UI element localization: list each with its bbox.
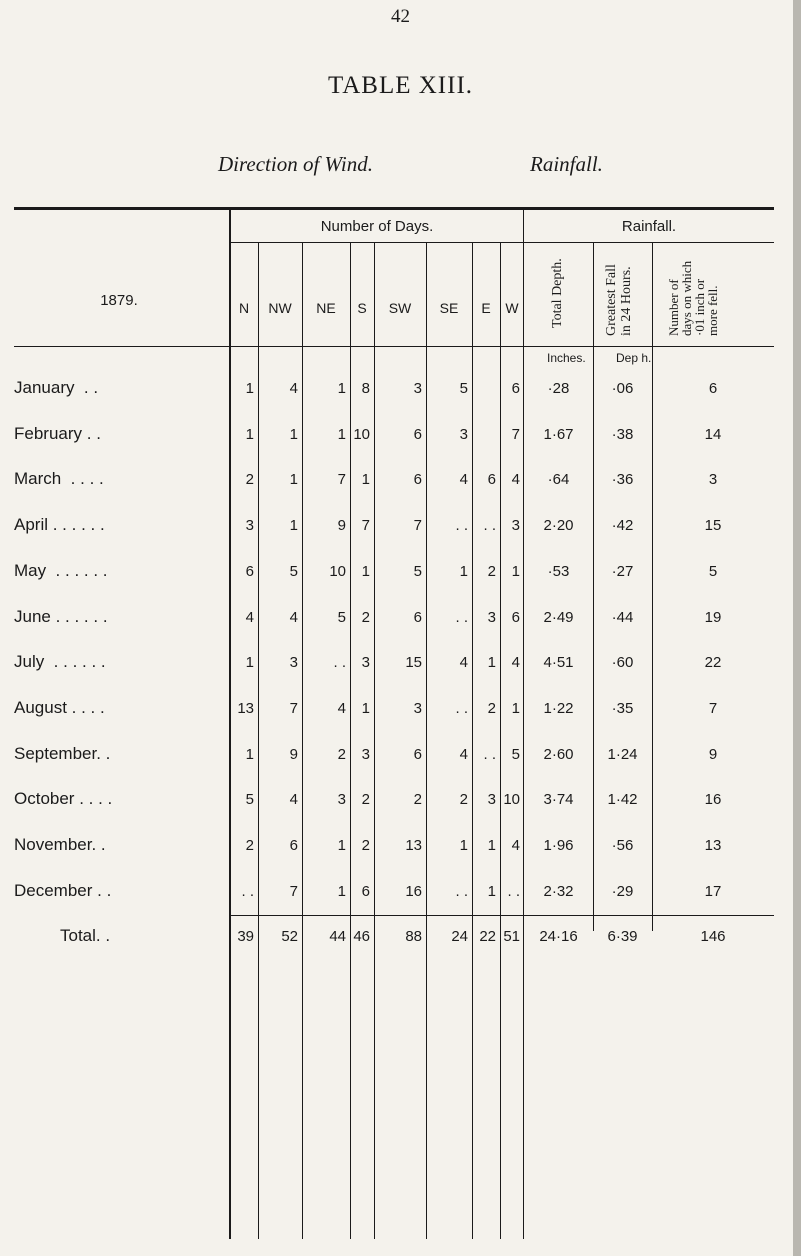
wind-cell-se: . .: [455, 608, 468, 626]
rain-total-cell: ·28: [547, 380, 570, 397]
wind-cell-nw: 6: [289, 837, 298, 854]
wind-cell-s: 2: [361, 791, 370, 809]
wind-cell-w: 1: [511, 699, 520, 717]
wind-cell-sw: 3: [413, 380, 422, 397]
wind-cell-w: 1: [511, 562, 520, 580]
wind-cell-sw: 6: [413, 608, 422, 626]
wind-cell-nw: 5: [289, 562, 298, 580]
wind-cell-s: 2: [361, 608, 370, 626]
row-label-month: August . . . .: [14, 697, 105, 717]
rain-days-cell: 14: [704, 425, 722, 443]
wind-cell-ne: 1: [337, 380, 346, 397]
wind-cell-se: 1: [459, 562, 468, 580]
wind-cell-sw: 16: [405, 882, 422, 900]
wind-cell-s: 1: [361, 699, 370, 717]
wind-cell-nw: 9: [289, 745, 298, 763]
column-rule: [374, 243, 375, 1239]
rain-greatest-cell: 1·24: [607, 745, 638, 763]
wind-cell-s: 3: [361, 745, 370, 763]
wind-cell-n: 1: [245, 425, 254, 443]
wind-cell-se: 4: [459, 471, 468, 489]
rain-total-cell: 3·74: [543, 791, 574, 809]
wind-cell-sw: 5: [413, 562, 422, 580]
rain-greatest-cell: ·60: [611, 654, 634, 672]
rain-header-total: Total Depth.: [550, 258, 565, 328]
rain-days-cell: 146: [700, 928, 726, 945]
rain-total-cell: 24·16: [539, 928, 578, 945]
rain-total-cell: 1·67: [543, 425, 574, 443]
wind-cell-sw: 2: [413, 791, 422, 809]
header-bottom-rule: [14, 346, 774, 347]
unit-total: Inches.: [547, 351, 586, 365]
rain-days-cell: 19: [704, 608, 722, 626]
wind-cell-ne: 1: [337, 425, 346, 443]
wind-cell-se: 4: [459, 654, 468, 672]
column-rule: [593, 243, 594, 931]
rain-total-cell: 1·22: [543, 699, 574, 717]
wind-cell-ne: 1: [337, 882, 346, 900]
total-rule: [230, 915, 774, 916]
rain-greatest-cell: ·06: [611, 380, 634, 397]
table-top-rule: [14, 207, 774, 210]
wind-cell-n: 39: [237, 928, 254, 945]
wind-cell-e: 1: [487, 837, 496, 854]
wind-cell-nw: 52: [281, 928, 298, 945]
rain-days-cell: 13: [704, 837, 722, 854]
year-header: 1879.: [100, 292, 138, 309]
row-label-month: March . . . .: [14, 469, 104, 489]
wind-cell-nw: 3: [289, 654, 298, 672]
column-rule: [500, 243, 501, 1239]
rain-days-cell: 5: [708, 562, 718, 580]
wind-cell-w: 7: [511, 425, 520, 443]
wind-cell-e: 1: [487, 654, 496, 672]
wind-cell-s: 3: [361, 654, 370, 672]
wind-cell-ne: 3: [337, 791, 346, 809]
wind-cell-e: 1: [487, 882, 496, 900]
column-rule: [472, 243, 473, 1239]
wind-cell-e: . .: [483, 745, 496, 763]
wind-cell-n: 1: [245, 654, 254, 672]
wind-cell-nw: 4: [289, 380, 298, 397]
wind-cell-sw: 13: [405, 837, 422, 854]
wind-header-e: E: [481, 300, 491, 316]
rain-greatest-cell: ·44: [611, 608, 634, 626]
row-label-month: January . .: [14, 378, 99, 397]
wind-cell-w: 6: [511, 608, 520, 626]
rain-greatest-cell: ·27: [611, 562, 634, 580]
row-label-total: Total. .: [60, 926, 111, 945]
wind-cell-se: 5: [459, 380, 468, 397]
wind-cell-n: . .: [241, 882, 254, 900]
wind-cell-sw: 88: [405, 928, 422, 945]
wind-cell-nw: 1: [289, 517, 298, 535]
wind-cell-w: 6: [511, 380, 520, 397]
row-label-month: September. .: [14, 743, 111, 763]
rain-total-cell: 4·51: [543, 654, 574, 672]
rain-total-cell: 2·60: [543, 745, 574, 763]
wind-cell-w: 4: [511, 654, 520, 672]
wind-header-se: SE: [439, 300, 459, 316]
wind-cell-s: 1: [361, 471, 370, 489]
subtitle-wind: Direction of Wind.: [218, 152, 373, 176]
rain-greatest-cell: ·42: [611, 517, 634, 535]
wind-cell-e: 6: [487, 471, 496, 489]
wind-header-w: W: [505, 300, 519, 316]
wind-cell-w: 3: [511, 517, 520, 535]
wind-cell-nw: 7: [289, 882, 298, 900]
wind-cell-sw: 3: [413, 699, 422, 717]
rain-days-cell: 3: [708, 471, 718, 489]
column-rule: [426, 243, 427, 1239]
rain-greatest-cell: 6·39: [607, 928, 638, 945]
wind-cell-e: 3: [487, 791, 496, 809]
rain-greatest-cell: ·38: [611, 425, 634, 443]
wind-cell-nw: 7: [289, 699, 298, 717]
wind-cell-nw: 4: [289, 608, 298, 626]
wind-cell-sw: 7: [413, 517, 422, 535]
rain-days-cell: 17: [704, 882, 722, 900]
row-label-month: December . .: [14, 880, 112, 900]
wind-cell-e: . .: [483, 517, 496, 535]
wind-cell-s: 1: [361, 562, 370, 580]
rain-days-cell: 16: [704, 791, 722, 809]
rain-days-cell: 7: [708, 699, 718, 717]
wind-cell-nw: 1: [289, 425, 298, 443]
page-number: 42: [391, 6, 410, 27]
wind-cell-e: 2: [487, 699, 496, 717]
column-rule: [258, 243, 259, 1239]
wind-cell-ne: 5: [337, 608, 346, 626]
wind-group-header: Number of Days.: [320, 218, 434, 235]
rain-header-greatest: Greatest Fall in 24 Hours.: [604, 264, 634, 336]
wind-cell-w: . .: [507, 882, 520, 900]
wind-cell-n: 13: [237, 699, 254, 717]
wind-cell-n: 5: [245, 791, 254, 809]
wind-cell-sw: 15: [405, 654, 422, 672]
wind-cell-e: 3: [487, 608, 496, 626]
rain-total-cell: 2·20: [543, 517, 574, 535]
wind-cell-w: 4: [511, 837, 520, 854]
rain-greatest-cell: 1·42: [607, 791, 638, 809]
wind-cell-n: 1: [245, 745, 254, 763]
wind-header-ne: NE: [316, 300, 336, 316]
wind-header-n: N: [238, 300, 250, 316]
rain-days-cell: 9: [708, 745, 718, 763]
rain-days-cell: 22: [704, 654, 722, 672]
table-title: TABLE XIII.: [327, 72, 474, 99]
unit-greatest: Dep h.: [616, 351, 652, 365]
rain-days-cell: 6: [708, 380, 718, 397]
wind-cell-sw: 6: [413, 471, 422, 489]
rain-greatest-cell: ·29: [611, 882, 634, 900]
wind-cell-s: 10: [353, 425, 370, 443]
wind-cell-se: 2: [459, 791, 468, 809]
page-edge: [793, 0, 801, 1256]
wind-cell-sw: 6: [413, 425, 422, 443]
column-rule: [302, 243, 303, 1239]
column-rule: [652, 243, 653, 931]
column-rule: [350, 243, 351, 1239]
wind-cell-ne: 1: [337, 837, 346, 854]
wind-cell-se: . .: [455, 517, 468, 535]
row-label-month: October . . . .: [14, 789, 113, 809]
wind-cell-s: 7: [361, 517, 370, 535]
row-label-month: May . . . . . .: [14, 560, 108, 580]
wind-cell-se: . .: [455, 699, 468, 717]
wind-cell-e: 22: [479, 928, 496, 945]
wind-cell-se: 4: [459, 745, 468, 763]
wind-cell-w: 5: [511, 745, 520, 763]
rain-greatest-cell: ·36: [611, 471, 634, 489]
row-label-month: July . . . . . .: [14, 652, 106, 672]
rain-greatest-cell: ·35: [611, 699, 634, 717]
rain-total-cell: 2·32: [543, 882, 574, 900]
wind-cell-ne: 9: [337, 517, 346, 535]
subtitle-rainfall: Rainfall.: [530, 152, 603, 176]
wind-group-rule: [230, 242, 524, 243]
wind-header-nw: NW: [268, 300, 292, 316]
wind-cell-s: 2: [361, 837, 370, 854]
wind-cell-se: . .: [455, 882, 468, 900]
wind-cell-n: 1: [245, 380, 254, 397]
row-label-month: November. .: [14, 835, 106, 854]
wind-cell-w: 4: [511, 471, 520, 489]
wind-cell-n: 2: [245, 837, 254, 854]
wind-cell-w: 51: [503, 928, 520, 945]
wind-cell-sw: 6: [413, 745, 422, 763]
wind-cell-ne: 7: [337, 471, 346, 489]
row-label-month: April . . . . . .: [14, 515, 105, 535]
rain-greatest-cell: ·56: [611, 837, 634, 854]
rain-total-cell: 2·49: [543, 608, 574, 626]
rain-days-cell: 15: [704, 517, 722, 535]
wind-cell-nw: 4: [289, 791, 298, 809]
rain-total-cell: ·53: [547, 562, 570, 580]
wind-cell-n: 3: [245, 517, 254, 535]
wind-cell-s: 6: [361, 882, 370, 900]
rain-total-cell: 1·96: [543, 837, 574, 854]
wind-cell-ne: 4: [337, 699, 346, 717]
wind-header-sw: SW: [388, 300, 412, 316]
wind-cell-n: 2: [245, 471, 254, 489]
label-column-rule: [229, 207, 231, 1239]
rain-header-days: Number of days on which ·01 inch or more fell.: [666, 260, 720, 336]
wind-cell-nw: 1: [289, 471, 298, 489]
wind-cell-se: 1: [459, 837, 468, 854]
wind-cell-se: 24: [451, 928, 468, 945]
wind-cell-w: 10: [503, 791, 520, 809]
wind-cell-se: 3: [459, 425, 468, 443]
wind-cell-ne: 2: [337, 745, 346, 763]
wind-rain-divider: [523, 207, 524, 1239]
row-label-month: February . .: [14, 423, 101, 443]
row-label-month: June . . . . . .: [14, 606, 108, 626]
wind-cell-ne: 44: [329, 928, 346, 945]
wind-cell-ne: 10: [329, 562, 346, 580]
rain-group-rule: [524, 242, 774, 243]
wind-cell-s: 46: [353, 928, 370, 945]
rain-group-header: Rainfall.: [621, 218, 677, 235]
wind-header-s: S: [357, 300, 367, 316]
wind-cell-n: 6: [245, 562, 254, 580]
rain-total-cell: ·64: [547, 471, 570, 489]
wind-cell-s: 8: [361, 380, 370, 397]
wind-cell-e: 2: [487, 562, 496, 580]
wind-cell-n: 4: [245, 608, 254, 626]
wind-cell-ne: . .: [333, 654, 346, 672]
